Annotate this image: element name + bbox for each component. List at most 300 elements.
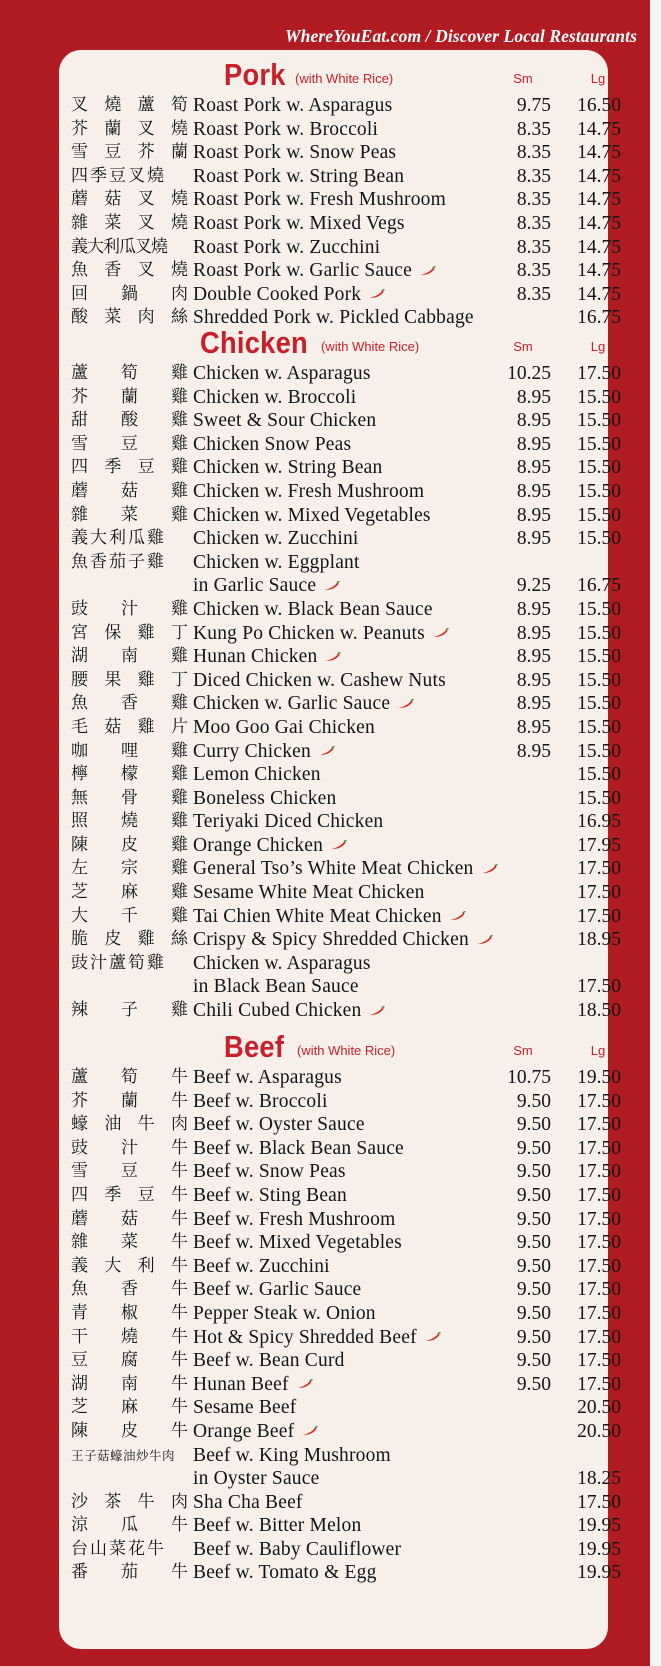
dish-name xyxy=(193,1090,328,1114)
small-price: 8.95 xyxy=(516,598,551,620)
section-header xyxy=(59,322,608,362)
chili-pepper-icon xyxy=(476,935,493,945)
chinese-name: 蠔 油 牛 肉 xyxy=(71,1114,188,1135)
large-price: 17.50 xyxy=(577,363,621,384)
dish-name-line: Sweet & Sour Chicken xyxy=(193,410,377,432)
dish-name-line: Chicken w. Asparagus xyxy=(193,952,371,974)
large-price: 15.50 xyxy=(577,716,621,738)
dish-name-line: Hunan Beef xyxy=(193,1373,289,1395)
large-size-label: Lg xyxy=(590,1043,606,1058)
menu-item xyxy=(59,141,621,165)
dish-name xyxy=(193,999,385,1023)
menu-item xyxy=(59,283,621,307)
chili-pepper-icon xyxy=(323,581,340,591)
dish-name xyxy=(193,834,347,858)
large-price: 17.50 xyxy=(577,1350,621,1372)
small-price: 8.95 xyxy=(516,410,551,432)
large-price: 15.50 xyxy=(577,787,621,809)
dish-name-line: Chili Cubed Chicken xyxy=(193,1000,362,1022)
large-price: 18.25 xyxy=(577,1468,621,1490)
small-price: 8.95 xyxy=(516,622,551,644)
menu-item xyxy=(59,645,621,669)
dish-name-line: Beef w. Asparagus xyxy=(193,1067,342,1088)
small-price: 8.35 xyxy=(516,189,551,211)
chinese-name: 雪 豆 雞 xyxy=(71,433,188,454)
dish-name-line: Sha Cha Beef xyxy=(193,1491,303,1513)
dish-name xyxy=(193,1278,361,1302)
menu-item xyxy=(59,433,621,457)
chinese-name: 叉 燒 蘆 筍 xyxy=(71,95,188,115)
menu-panel xyxy=(59,50,621,1649)
menu-item xyxy=(59,834,621,858)
dish-name-line: General Tso’s White Meat Chicken xyxy=(193,858,474,880)
chili-pepper-icon xyxy=(296,1379,313,1389)
small-price: 8.95 xyxy=(516,386,551,408)
menu-item xyxy=(59,165,621,189)
menu-item xyxy=(59,952,621,999)
large-price: 14.75 xyxy=(577,212,621,234)
chinese-name: 義大利瓜叉燒 xyxy=(71,236,167,257)
chili-pepper-icon xyxy=(301,1426,318,1436)
menu-item xyxy=(59,1255,621,1279)
chinese-name: 雪 豆 芥 蘭 xyxy=(71,142,188,163)
small-price: 10.75 xyxy=(507,1067,551,1088)
chinese-name: 照 燒 雞 xyxy=(71,811,188,832)
large-price: 18.95 xyxy=(577,929,621,951)
chinese-name: 酸 菜 肉 絲 xyxy=(71,307,188,328)
dish-name xyxy=(193,1066,342,1090)
large-price: 14.75 xyxy=(577,165,621,187)
site-header: WhereYouEat.com / Discover Local Restaurants xyxy=(285,26,637,46)
large-price: 15.50 xyxy=(577,410,621,432)
menu-item xyxy=(59,1349,621,1373)
chinese-name: 豉 汁 雞 xyxy=(71,598,188,619)
dish-name-line: Orange Chicken xyxy=(193,834,324,856)
chili-pepper-icon xyxy=(330,840,347,850)
large-price: 14.75 xyxy=(577,260,621,282)
page-edge xyxy=(650,0,661,1666)
dish-name xyxy=(193,409,376,433)
dish-name-line: Chicken w. Fresh Mushroom xyxy=(193,480,425,502)
dish-name xyxy=(193,1444,391,1491)
chinese-name: 芝 麻 牛 xyxy=(71,1397,188,1418)
dish-name xyxy=(193,598,433,622)
chili-pepper-icon xyxy=(449,911,466,921)
dish-name-line: Beef w. Bitter Melon xyxy=(193,1515,362,1537)
small-price: 8.95 xyxy=(516,740,551,762)
chinese-name: 雜 菜 叉 燒 xyxy=(71,212,188,233)
large-price: 14.75 xyxy=(577,189,621,211)
dish-name xyxy=(193,1538,401,1562)
chili-pepper-icon xyxy=(324,652,341,662)
small-price: 9.50 xyxy=(516,1114,551,1136)
chinese-name: 腰 果 雞 丁 xyxy=(71,669,188,690)
dish-name xyxy=(193,527,359,551)
menu-item xyxy=(59,480,621,504)
dish-name-line: Chicken w. Eggplant xyxy=(193,551,360,573)
dish-name xyxy=(193,1184,347,1208)
dish-name xyxy=(193,622,449,646)
chinese-name: 陳 皮 牛 xyxy=(71,1420,188,1441)
dish-name xyxy=(193,480,424,504)
large-price: 17.50 xyxy=(577,1302,621,1324)
large-price: 19.95 xyxy=(577,1562,621,1584)
small-size-label: Sm xyxy=(513,339,533,354)
chinese-name: 湖 南 雞 xyxy=(71,646,188,667)
dish-name-line: Shredded Pork w. Pickled Cabbage xyxy=(193,307,474,329)
large-price: 15.50 xyxy=(577,457,621,479)
chinese-name: 干 燒 牛 xyxy=(71,1326,188,1347)
large-price: 17.50 xyxy=(577,882,621,904)
dish-name xyxy=(193,1302,376,1326)
chinese-name: 沙 茶 牛 肉 xyxy=(71,1491,188,1512)
small-price: 8.95 xyxy=(516,669,551,691)
menu-item xyxy=(59,527,621,551)
dish-name-line: Roast Pork w. Snow Peas xyxy=(193,142,397,164)
chinese-name: 芥 蘭 叉 燒 xyxy=(71,118,188,139)
chili-pepper-icon xyxy=(318,746,335,756)
small-price: 8.95 xyxy=(516,528,551,550)
large-price: 19.50 xyxy=(577,1067,621,1088)
menu-item xyxy=(59,118,621,142)
menu-item xyxy=(59,236,621,260)
dish-name-line: Roast Pork w. Broccoli xyxy=(193,118,379,140)
dish-name xyxy=(193,551,360,598)
chinese-name: 義大利瓜雞 xyxy=(71,528,166,549)
dish-name xyxy=(193,1491,303,1515)
menu-item xyxy=(59,810,621,834)
menu-item xyxy=(59,456,621,480)
chinese-name: 回 鍋 肉 xyxy=(71,283,188,304)
chinese-name: 四季豆叉燒 xyxy=(71,165,166,186)
small-price: 8.35 xyxy=(516,236,551,258)
dish-name xyxy=(193,456,382,480)
dish-name xyxy=(193,740,335,764)
dish-name xyxy=(193,94,392,118)
chinese-name: 魚香茄子雞 xyxy=(71,551,166,572)
dish-name-line: Chicken w. Asparagus xyxy=(193,363,371,384)
small-price: 9.50 xyxy=(516,1302,551,1324)
chinese-name: 義 大 利 牛 xyxy=(71,1255,188,1276)
menu-item xyxy=(59,905,621,929)
dish-name-line: in Garlic Sauce xyxy=(193,575,317,597)
chinese-name: 宮 保 雞 丁 xyxy=(71,622,188,643)
dish-name xyxy=(193,362,371,386)
chili-pepper-icon xyxy=(432,628,449,638)
chili-pepper-icon xyxy=(368,289,385,299)
menu-item xyxy=(59,1090,621,1114)
chinese-name: 涼 瓜 牛 xyxy=(71,1515,188,1536)
dish-name xyxy=(193,669,446,693)
chinese-name: 豉汁蘆筍雞 xyxy=(71,952,166,973)
large-price: 14.75 xyxy=(577,236,621,258)
dish-name-line: Orange Beef xyxy=(193,1420,295,1442)
small-size-label: Sm xyxy=(513,1043,533,1058)
dish-name xyxy=(193,188,446,212)
dish-name xyxy=(193,1396,296,1420)
large-price: 14.75 xyxy=(577,142,621,164)
small-price: 9.75 xyxy=(516,95,551,116)
large-price: 15.50 xyxy=(577,480,621,502)
chinese-name: 咖 哩 雞 xyxy=(71,740,188,761)
menu-item xyxy=(59,1184,621,1208)
menu-item xyxy=(59,94,621,118)
large-price: 17.50 xyxy=(577,1491,621,1513)
small-price: 10.25 xyxy=(507,363,551,384)
chinese-name: 大 千 雞 xyxy=(71,905,188,926)
large-price: 15.50 xyxy=(577,622,621,644)
dish-name-line: Curry Chicken xyxy=(193,740,311,762)
dish-name-line: Sesame White Meat Chicken xyxy=(193,882,425,904)
chinese-name: 辣 子 雞 xyxy=(71,1000,188,1021)
large-price: 17.50 xyxy=(577,1326,621,1348)
dish-name-line: Roast Pork w. Zucchini xyxy=(193,236,381,258)
section-header xyxy=(59,1026,608,1066)
section-note: (with White Rice) xyxy=(297,1043,396,1058)
section-note: (with White Rice) xyxy=(295,71,394,86)
dish-name xyxy=(193,118,378,142)
dish-name xyxy=(193,259,436,283)
dish-name-line: Diced Chicken w. Cashew Nuts xyxy=(193,669,446,691)
chinese-name: 檸 檬 雞 xyxy=(71,764,188,785)
large-price: 20.50 xyxy=(577,1397,621,1419)
menu-item xyxy=(59,716,621,740)
dish-name xyxy=(193,236,380,260)
chinese-name: 雜 菜 雞 xyxy=(71,504,188,525)
dish-name xyxy=(193,763,321,787)
large-price: 17.50 xyxy=(577,1114,621,1136)
large-price: 15.50 xyxy=(577,669,621,691)
small-price: 9.50 xyxy=(516,1090,551,1112)
menu-item xyxy=(59,188,621,212)
small-price: 8.95 xyxy=(516,716,551,738)
large-price: 15.50 xyxy=(577,504,621,526)
dish-name-line: Roast Pork w. Garlic Sauce xyxy=(193,260,412,282)
large-size-label: Lg xyxy=(590,339,606,354)
dish-name-line: Chicken w. Mixed Vegetables xyxy=(193,504,431,526)
large-price: 16.50 xyxy=(577,95,621,116)
chicken-section xyxy=(59,322,621,1023)
dish-name-line: Roast Pork w. Mixed Vegs xyxy=(193,212,405,234)
section-title: Beef xyxy=(224,1029,285,1064)
large-price: 17.50 xyxy=(577,1090,621,1112)
menu-item xyxy=(59,1113,621,1137)
dish-name xyxy=(193,1137,404,1161)
chili-pepper-icon xyxy=(419,266,436,276)
dish-name-line: Beef w. Zucchini xyxy=(193,1255,330,1277)
large-price: 15.50 xyxy=(577,598,621,620)
chinese-name: 蘑 菇 牛 xyxy=(71,1208,188,1229)
dish-name xyxy=(193,645,341,669)
large-price: 14.75 xyxy=(577,118,621,140)
small-price: 8.35 xyxy=(516,165,551,187)
small-price: 8.95 xyxy=(516,457,551,479)
dish-name-line: Lemon Chicken xyxy=(193,764,321,786)
menu-item xyxy=(59,212,621,236)
large-price: 17.50 xyxy=(577,1373,621,1395)
menu-item xyxy=(59,551,621,598)
dish-name xyxy=(193,952,371,999)
dish-name-line: Beef w. Bean Curd xyxy=(193,1350,345,1372)
large-price: 15.50 xyxy=(577,528,621,550)
menu-item xyxy=(59,1326,621,1350)
dish-name-line: Beef w. King Mushroom xyxy=(193,1444,391,1466)
dish-name xyxy=(193,1420,318,1444)
item-list xyxy=(59,1066,621,1585)
large-price: 16.75 xyxy=(577,575,621,597)
dish-name-line: Roast Pork w. String Bean xyxy=(193,165,405,187)
menu-item xyxy=(59,857,621,881)
large-price: 17.50 xyxy=(577,1137,621,1159)
dish-name-line: Sesame Beef xyxy=(193,1397,297,1419)
dish-name xyxy=(193,1113,365,1137)
chili-pepper-icon xyxy=(368,1006,385,1016)
chinese-name: 芥 蘭 雞 xyxy=(71,386,188,407)
chinese-name: 魚 香 牛 xyxy=(71,1279,188,1300)
small-price: 8.95 xyxy=(516,480,551,502)
section-note: (with White Rice) xyxy=(321,339,420,354)
dish-name xyxy=(193,386,356,410)
chinese-name: 雜 菜 牛 xyxy=(71,1232,188,1253)
dish-name-line: Chicken w. Zucchini xyxy=(193,528,359,550)
large-price: 17.50 xyxy=(577,1255,621,1277)
large-price: 19.95 xyxy=(577,1538,621,1560)
small-price: 8.35 xyxy=(516,283,551,305)
chinese-name: 陳 皮 雞 xyxy=(71,834,188,855)
dish-name xyxy=(193,1373,313,1397)
chinese-name: 蘑 菇 雞 xyxy=(71,480,188,501)
large-price: 17.50 xyxy=(577,1232,621,1254)
section-title: Pork xyxy=(224,57,286,92)
large-price: 15.50 xyxy=(577,693,621,715)
chinese-name: 湖 南 牛 xyxy=(71,1373,188,1394)
large-price: 17.50 xyxy=(577,1279,621,1301)
menu-item xyxy=(59,1137,621,1161)
section-header xyxy=(59,54,608,94)
menu-item xyxy=(59,740,621,764)
dish-name-line: Beef w. Mixed Vegetables xyxy=(193,1232,402,1254)
menu-item xyxy=(59,386,621,410)
large-price: 17.95 xyxy=(577,834,621,856)
dish-name-line: Crispy & Spicy Shredded Chicken xyxy=(193,929,469,951)
chinese-name: 魚 香 叉 燒 xyxy=(71,260,188,281)
small-price: 8.95 xyxy=(516,646,551,668)
item-list xyxy=(59,362,621,1023)
menu-item xyxy=(59,1538,621,1562)
chinese-name: 芝 麻 雞 xyxy=(71,882,188,903)
dish-name xyxy=(193,283,385,307)
dish-name xyxy=(193,165,404,189)
dish-name-line: Chicken Snow Peas xyxy=(193,433,352,455)
dish-name-line: Hot & Spicy Shredded Beef xyxy=(193,1326,417,1348)
menu-item xyxy=(59,1514,621,1538)
dish-name xyxy=(193,1160,346,1184)
dish-name-line: Moo Goo Gai Chicken xyxy=(193,716,375,738)
dish-name-line: Beef w. Broccoli xyxy=(193,1090,328,1112)
chili-pepper-icon xyxy=(397,699,414,709)
small-price: 9.50 xyxy=(516,1137,551,1159)
menu-item xyxy=(59,1208,621,1232)
large-price: 17.50 xyxy=(577,858,621,880)
item-list xyxy=(59,94,621,330)
chinese-name: 魚 香 雞 xyxy=(71,693,188,714)
chinese-name: 豉 汁 牛 xyxy=(71,1137,188,1158)
dish-name xyxy=(193,692,414,716)
small-price: 8.35 xyxy=(516,142,551,164)
dish-name xyxy=(193,1208,395,1232)
small-price: 8.95 xyxy=(516,693,551,715)
dish-name xyxy=(193,1561,377,1585)
dish-name-line: Chicken w. Black Bean Sauce xyxy=(193,598,433,620)
dish-name xyxy=(193,857,498,881)
large-price: 19.95 xyxy=(577,1515,621,1537)
menu-item xyxy=(59,787,621,811)
chinese-name: 芥 蘭 牛 xyxy=(71,1090,188,1111)
dish-name-line: Chicken w. String Bean xyxy=(193,457,383,479)
dish-name-line: Beef w. Snow Peas xyxy=(193,1161,346,1183)
dish-name-line: Pepper Steak w. Onion xyxy=(193,1302,376,1324)
dish-name xyxy=(193,881,425,905)
section-title: Chicken xyxy=(200,325,308,360)
large-price: 17.50 xyxy=(577,905,621,927)
dish-name xyxy=(193,787,336,811)
dish-name-line: Chicken w. Broccoli xyxy=(193,386,357,408)
menu-item xyxy=(59,1491,621,1515)
chinese-name: 四 季 豆 雞 xyxy=(71,457,188,478)
menu-item xyxy=(59,1231,621,1255)
dish-name-line: Beef w. Tomato & Egg xyxy=(193,1562,377,1584)
dish-name-line: Roast Pork w. Asparagus xyxy=(193,95,393,116)
dish-name xyxy=(193,1255,330,1279)
large-price: 16.95 xyxy=(577,811,621,833)
small-price: 9.25 xyxy=(516,575,551,597)
menu-item xyxy=(59,409,621,433)
menu-item xyxy=(59,1561,621,1585)
chinese-name: 毛 菇 雞 片 xyxy=(71,716,188,737)
menu-item xyxy=(59,669,621,693)
large-price: 17.50 xyxy=(577,1161,621,1183)
dish-name xyxy=(193,433,351,457)
small-price: 9.50 xyxy=(516,1373,551,1395)
menu-item xyxy=(59,1160,621,1184)
dish-name xyxy=(193,212,405,236)
large-price: 15.50 xyxy=(577,646,621,668)
dish-name xyxy=(193,905,466,929)
menu-item xyxy=(59,1420,621,1444)
dish-name xyxy=(193,504,431,528)
dish-name-line: in Oyster Sauce xyxy=(193,1468,320,1490)
small-price: 9.50 xyxy=(516,1255,551,1277)
dish-name-line: Beef w. Sting Bean xyxy=(193,1184,347,1206)
menu-item xyxy=(59,504,621,528)
dish-name-line: Hunan Chicken xyxy=(193,646,318,668)
menu-item xyxy=(59,259,621,283)
chinese-name: 脆 皮 雞 絲 xyxy=(71,929,188,950)
dish-name-line: Teriyaki Diced Chicken xyxy=(193,811,384,833)
dish-name-line: Beef w. Black Bean Sauce xyxy=(193,1137,404,1159)
dish-name-line: Boneless Chicken xyxy=(193,787,337,809)
dish-name-line: Double Cooked Pork xyxy=(193,283,362,305)
chinese-name: 王子菇蠔油炒牛肉 xyxy=(71,1447,176,1463)
chinese-name: 無 骨 雞 xyxy=(71,787,188,808)
large-price: 15.50 xyxy=(577,386,621,408)
dish-name-line: Tai Chien White Meat Chicken xyxy=(193,905,442,927)
chinese-name: 甜 酸 雞 xyxy=(71,410,188,431)
menu-item xyxy=(59,999,621,1023)
dish-name xyxy=(193,1349,345,1373)
menu-item xyxy=(59,928,621,952)
large-size-label: Lg xyxy=(590,71,606,86)
